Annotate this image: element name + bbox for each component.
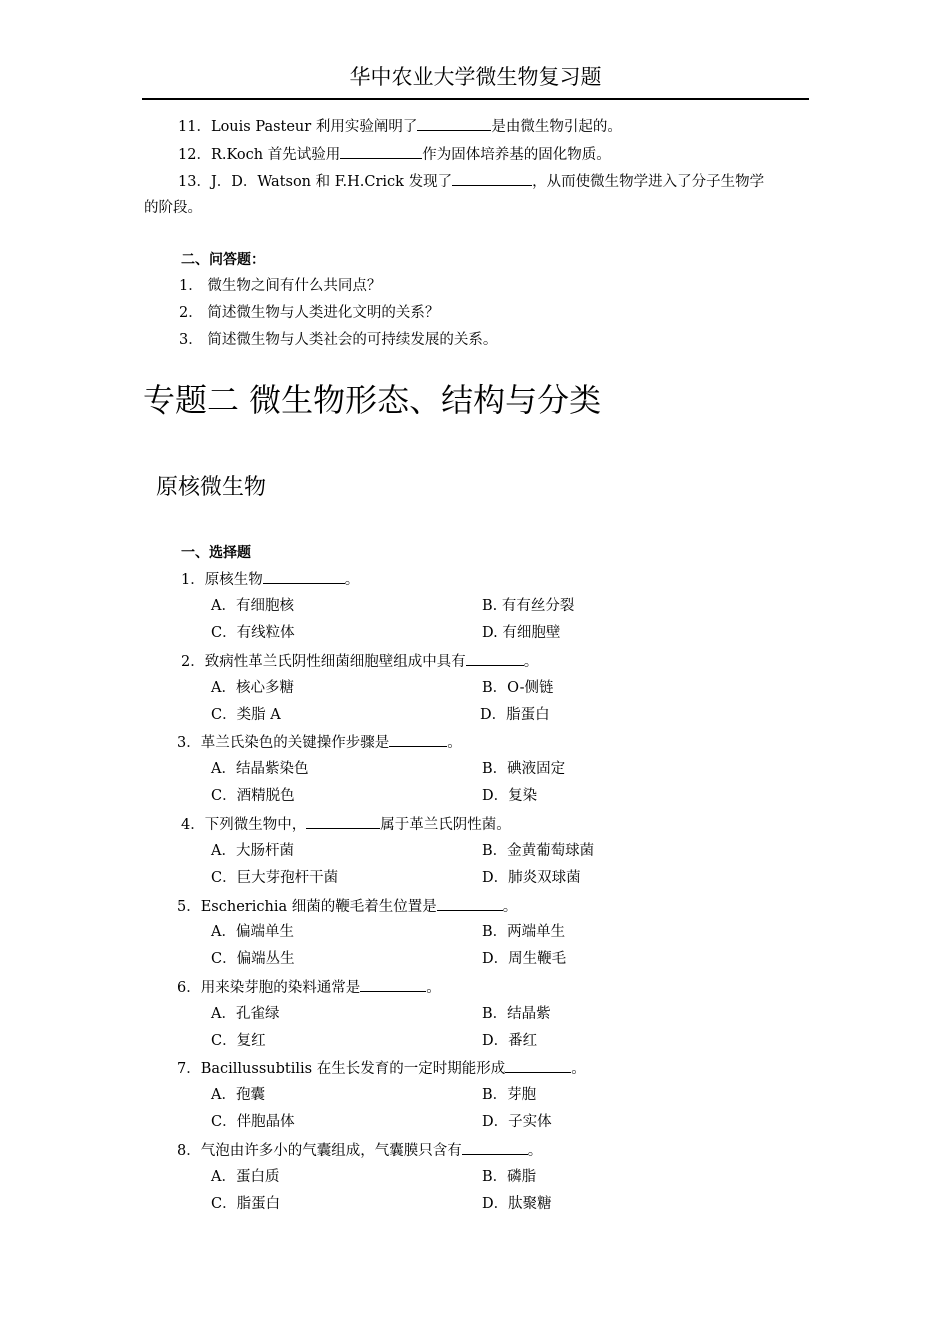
answer-blank (452, 171, 532, 186)
question-text: 12．R.Koch 首先试验用 (178, 147, 341, 163)
topic-title: 专题二 微生物形态、结构与分类 (143, 381, 602, 419)
question-text: 。 (426, 980, 441, 996)
qa-item: 3． 简述微生物与人类社会的可持续发展的关系。 (179, 332, 498, 348)
option-c: C．酒精脱色 (211, 788, 295, 804)
option-d: D．肽聚糖 (482, 1196, 552, 1212)
option-a: A．结晶紫染色 (211, 761, 309, 777)
qa-item: 1． 微生物之间有什么共同点？ (179, 278, 382, 294)
option-c: C．脂蛋白 (211, 1196, 281, 1212)
mc-question-5 (177, 896, 517, 917)
question-text: 作为固体培养基的固化物质。 (422, 147, 611, 163)
option-a: A．大肠杆菌 (211, 843, 294, 859)
question-text: 是由微生物引起的。 (491, 119, 622, 135)
mc-question-1 (181, 569, 359, 590)
answer-blank (437, 896, 503, 911)
option-a: A．核心多糖 (211, 680, 294, 696)
question-text: 。 (344, 572, 360, 588)
option-a: A．孢囊 (211, 1087, 265, 1103)
option-a: A．偏端单生 (211, 924, 294, 940)
option-d: D．子实体 (482, 1114, 552, 1130)
mc-question-7 (177, 1058, 586, 1079)
fill-in-question-13-continued: 的阶段。 (144, 200, 202, 216)
question-text: 5．Escherichia 细菌的鞭毛着生位置是 (177, 899, 437, 915)
answer-blank (389, 732, 447, 747)
option-a: A．有细胞核 (211, 598, 294, 614)
option-d: D．肺炎双球菌 (482, 870, 581, 886)
option-b: B．芽胞 (482, 1087, 537, 1103)
option-b: B．结晶紫 (482, 1006, 551, 1022)
option-c: C．巨大芽孢杆干菌 (211, 870, 339, 886)
question-text: 1．原核生物 (181, 572, 263, 588)
question-text: 6．用来染芽胞的染料通常是 (177, 980, 361, 996)
question-text: 。 (502, 899, 518, 915)
question-text: 属于革兰氏阴性菌。 (380, 817, 511, 833)
option-b: B．O-侧链 (482, 680, 554, 696)
option-c: C．复红 (211, 1033, 266, 1049)
answer-blank (360, 977, 426, 992)
fill-in-question-12 (178, 144, 611, 165)
page-header (142, 60, 809, 100)
option-b: B．金黄葡萄球菌 (482, 843, 595, 859)
question-text: 4．下列微生物中， (181, 817, 307, 833)
answer-blank (462, 1140, 528, 1155)
option-c: C．有线粒体 (211, 625, 295, 641)
question-text: 。 (447, 735, 462, 751)
mc-heading: 一、选择题 (181, 545, 251, 561)
fill-in-question-13 (178, 171, 764, 192)
option-a: A．蛋白质 (211, 1169, 280, 1185)
answer-blank (263, 569, 345, 584)
answer-blank (340, 144, 422, 159)
question-text: 11．Louis Pasteur 利用实验阐明了 (178, 119, 418, 135)
question-text: 。 (527, 1143, 543, 1159)
option-b: B．碘液固定 (482, 761, 566, 777)
option-d: D. 有细胞壁 (482, 625, 561, 641)
fill-in-question-11 (178, 116, 622, 137)
mc-question-3 (177, 732, 462, 753)
subtopic-title: 原核微生物 (156, 475, 267, 500)
option-d: D．脂蛋白 (480, 707, 550, 723)
mc-question-8 (177, 1140, 542, 1161)
answer-blank (417, 116, 491, 131)
mc-question-6 (177, 977, 441, 998)
option-b: B．两端单生 (482, 924, 566, 940)
option-d: D．复染 (482, 788, 538, 804)
answer-blank (466, 651, 524, 666)
mc-question-4 (181, 814, 511, 835)
option-b: B. 有有丝分裂 (482, 598, 575, 614)
question-text: 7．Bacillussubtilis 在生长发育的一定时期能形成 (177, 1061, 506, 1077)
mc-question-2 (181, 651, 538, 672)
answer-blank (306, 814, 380, 829)
option-c: C．偏端丛生 (211, 951, 295, 967)
option-c: C．类脂 A (211, 707, 281, 723)
option-a: A．孔雀绿 (211, 1006, 280, 1022)
question-text: 3．革兰氏染色的关键操作步骤是 (177, 735, 390, 751)
answer-blank (505, 1058, 571, 1073)
qa-heading: 二、问答题： (181, 252, 265, 268)
option-c: C．伴胞晶体 (211, 1114, 295, 1130)
question-text: ，从而使微生物学进入了分子生物学 (532, 174, 765, 190)
option-d: D．番红 (482, 1033, 538, 1049)
question-text: 8．气泡由许多小的气囊组成，气囊膜只含有 (177, 1143, 462, 1159)
question-text: 2．致病性革兰氏阴性细菌细胞壁组成中具有 (181, 654, 466, 670)
qa-item: 2． 简述微生物与人类进化文明的关系？ (179, 305, 440, 321)
question-text: 13．J．D．Watson 和 F.H.Crick 发现了 (178, 174, 453, 190)
question-text: 。 (571, 1061, 586, 1077)
option-b: B．磷脂 (482, 1169, 537, 1185)
question-text: 。 (523, 654, 539, 670)
option-d: D．周生鞭毛 (482, 951, 567, 967)
header-title: 华中农业大学微生物复习题 (349, 65, 602, 89)
